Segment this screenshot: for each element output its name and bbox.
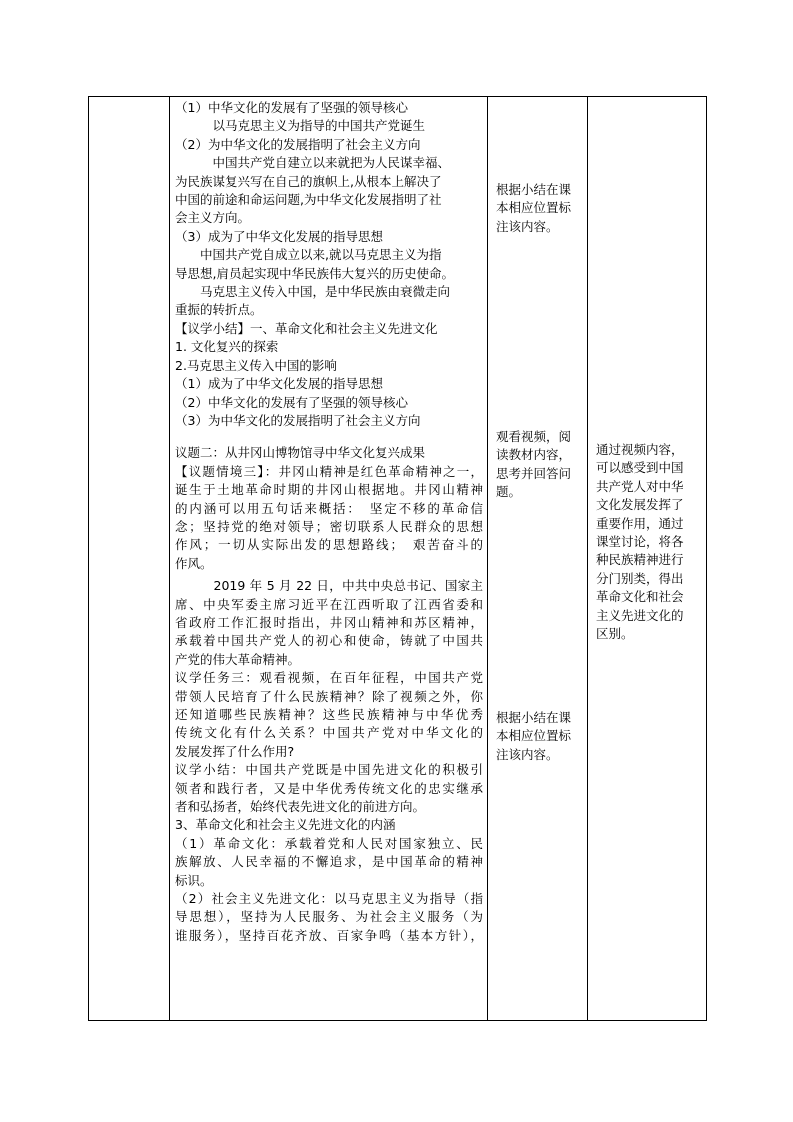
note-line: 革命文化和社会	[596, 589, 684, 605]
content-line: 会主义方向。	[175, 210, 251, 226]
content-line: （2）中华文化的发展有了坚强的领导核心	[175, 394, 408, 410]
content-line: 省政府工作汇报时指出，井冈山精神和苏区精神，	[175, 614, 483, 630]
content-line: 1. 文化复兴的探索	[175, 339, 279, 355]
content-line: 念；坚持党的绝对领导；密切联系人民群众的思想	[175, 518, 483, 534]
content-line: 作风。	[175, 555, 213, 571]
content-line: （1）中华文化的发展有了坚强的领导核心	[175, 100, 408, 115]
content-line: （1）革命文化：承载着党和人民对国家独立、民	[175, 835, 483, 851]
content-line: 带领人民培育了什么民族精神？除了视频之外，你	[175, 688, 483, 704]
content-line: （3）成为了中华文化发展的指导思想	[175, 228, 383, 244]
content-line: 2019 年 5 月 22 日，中共中央总书记、国家主	[175, 578, 483, 594]
note-line: 区别。	[596, 626, 634, 642]
note-line: 根据小结在课	[496, 710, 572, 725]
column-divider	[587, 97, 588, 1020]
content-line: （2）社会主义先进文化：以马克思主义为指导（指	[175, 891, 483, 907]
note-line: 读教材内容，	[496, 447, 572, 463]
note-line: 注该内容。	[496, 218, 559, 234]
content-line: 导思想,肩员起实现中华民族伟大复兴的历史使命。	[175, 265, 454, 281]
content-line: 领者和践行者，又是中华优秀传统文化的忠实继承	[175, 780, 483, 796]
note-line: 主义先进文化的	[596, 607, 684, 623]
content-line: 中国共产党自成立以来,就以马克思主义为指	[175, 247, 442, 263]
note-line: 分门别类，得出	[596, 570, 684, 586]
content-line: 还知道哪些民族精神？这些民族精神与中华优秀	[175, 707, 483, 722]
note-line: 本相应位置标	[496, 200, 572, 216]
content-line: 2.马克思主义传入中国的影响	[175, 357, 337, 373]
content-line: 重振的转折点。	[175, 302, 263, 318]
note-line: 重要作用，通过	[596, 515, 684, 531]
content-line: 3、革命文化和社会主义先进文化的内涵	[175, 817, 396, 833]
content-line: 议学任务三：观看视频，在百年征程，中国共产党	[175, 670, 483, 686]
lesson-table	[88, 96, 707, 1021]
content-line: 议学小结：中国共产党既是中国先进文化的积极引	[175, 762, 483, 778]
content-line: 诞生于土地革命时期的井冈山根据地。井冈山精神	[175, 482, 483, 498]
column-divider	[487, 97, 488, 1020]
content-line: 承载着中国共产党人的初心和使命，铸就了中国共	[175, 633, 483, 649]
content-line: 标识。	[175, 872, 213, 888]
content-line: 作风；一切从实际出发的思想路线； 艰苦奋斗的	[175, 537, 483, 553]
content-line: 中国共产党自建立以来就把为人民谋幸福、	[175, 155, 451, 171]
content-line: 中国的前途和命运问题,为中华文化发展指明了社	[175, 192, 442, 208]
content-line: 为民族谋复兴写在自己的旗帜上,从根本上解决了	[175, 173, 442, 189]
content-line: 谁服务），坚持百花齐放、百家争鸣（基本方针），	[175, 927, 483, 943]
note-line: 根据小结在课	[496, 182, 572, 197]
student-activity-note	[496, 428, 571, 502]
content-line: （1）成为了中华文化发展的指导思想	[175, 376, 383, 392]
student-activity-note	[496, 181, 571, 236]
note-line: 思考并回答问	[496, 465, 572, 481]
content-line: 马克思主义传入中国，是中华民族由衰微走向	[175, 284, 451, 300]
content-line: 席、中央军委主席习近平在江西听取了江西省委和	[175, 596, 483, 612]
content-line: 议题二：从井冈山博物馆寻中华文化复兴成果	[175, 445, 426, 461]
note-line: 本相应位置标	[496, 728, 572, 744]
content-line: 【议题情境三】：井冈山精神是红色革命精神之一，	[175, 463, 483, 479]
content-line: 传统文化有什么关系？中国共产党对中华文化的	[175, 725, 483, 741]
content-line: 族解放、人民幸福的不懈追求，是中国革命的精神	[175, 854, 483, 870]
note-line: 通过视频内容，	[596, 442, 684, 457]
note-line: 共产党人对中华	[596, 478, 684, 494]
content-line: （2）为中华文化的发展指明了社会主义方向	[175, 136, 421, 152]
teaching-content-column	[171, 97, 487, 945]
content-line: （3）为中华文化的发展指明了社会主义方向	[175, 412, 421, 428]
note-line: 文化发展发挥了	[596, 497, 684, 513]
note-line: 题。	[496, 484, 522, 500]
content-line: 产党的伟大革命精神。	[175, 651, 301, 667]
column-divider	[169, 97, 170, 1020]
note-line: 种民族精神进行	[596, 552, 684, 568]
content-line: 【议学小结】一、革命文化和社会主义先进文化	[175, 320, 438, 336]
note-line: 可以感受到中国	[596, 460, 684, 476]
content-line: 导思想），坚持为人民服务、为社会主义服务（为	[175, 909, 483, 925]
design-intent-note	[596, 441, 684, 643]
content-line: 发展发挥了什么作用?	[175, 743, 295, 759]
note-line: 注该内容。	[496, 746, 559, 762]
note-line: 课堂讨论，将各	[596, 534, 684, 550]
student-activity-note	[496, 709, 571, 764]
note-line: 观看视频，阅	[496, 429, 572, 444]
content-line: 的内涵可以用五句话来概括： 坚定不移的革命信	[175, 500, 483, 516]
content-line: 以马克思主义为指导的中国共产党诞生	[175, 118, 426, 134]
content-line	[175, 430, 483, 444]
content-line: 者和弘扬者，始终代表先进文化的前进方向。	[175, 799, 426, 815]
